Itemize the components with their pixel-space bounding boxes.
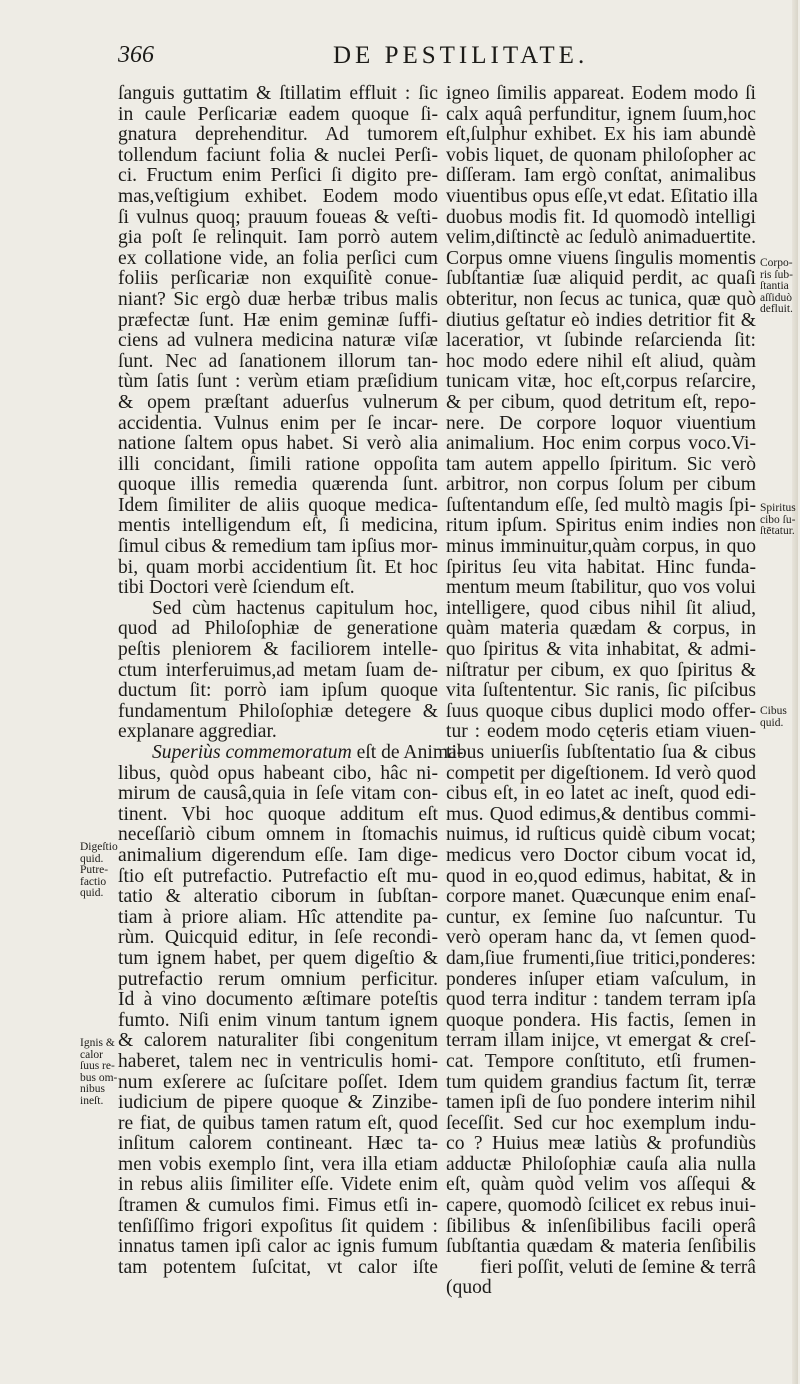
margin-note-line: Putre- bbox=[80, 864, 109, 876]
text-line: ſpiritus ſeu vita habitat. Hinc funda- bbox=[446, 556, 756, 578]
text-line: gnatura deprehenditur. Ad tumorem bbox=[118, 124, 438, 146]
margin-note-line: nibus bbox=[80, 1083, 105, 1095]
italic-phrase: Superiùs commemoratum bbox=[152, 742, 352, 763]
text-line: ſanguis guttatim & ſtillatim effluit : ſic bbox=[118, 83, 438, 104]
text-line: ſtramen & cumulos fimi. Fimus etſi in- bbox=[118, 1195, 438, 1217]
text-line: libus, quòd opus habeant cibo, hâc ni- bbox=[118, 762, 438, 784]
margin-note-line: ſtētatur. bbox=[760, 525, 795, 537]
margin-note-line: Spiritus bbox=[760, 502, 796, 514]
text-line: Idem ſimiliter de aliis quoque medica- bbox=[118, 494, 438, 516]
text-line: Superiùs commemoratum eſt de Anima- bbox=[152, 742, 464, 763]
text-line: corpore manet. Quæcunque enim enaſ- bbox=[446, 886, 756, 908]
margin-note-line: ſtantia bbox=[760, 280, 789, 292]
text-line: tinent. Vbi hoc quoque additum eſt bbox=[118, 803, 438, 825]
text-line: iudicium de pipere quoque & Zinzibe- bbox=[118, 1092, 438, 1114]
text-line: mas,veſtigium exhibet. Eodem modo bbox=[118, 185, 438, 207]
text-line: arbitror, non corpus ſolum per cibum bbox=[446, 474, 756, 496]
text-line: tùm ſatis ſunt : verùm etiam præſidium bbox=[118, 371, 438, 393]
margin-note-line: bus om- bbox=[80, 1071, 118, 1084]
text-line: ſimul cibus & remedium tam ipſius mor- bbox=[118, 536, 438, 558]
text-line: & calorem naturaliter ſibi congenitum bbox=[118, 1030, 438, 1052]
text-line: fumto. Niſi enim vinum tantum ignem bbox=[118, 1009, 438, 1031]
text-line: fundamentum Philoſophiæ detegere & bbox=[118, 700, 438, 722]
text-line: ſubſtantiæ ſuæ aliquid perdit, ac quaſi bbox=[446, 268, 756, 290]
text-line: tibi Doctori verè ſciendum eſt. bbox=[118, 577, 355, 599]
page-edge-shadow bbox=[792, 0, 798, 1384]
text-line: laceratior, vt ſubinde reſarcienda ſit: bbox=[446, 330, 756, 352]
text-line: ſibilibus & inſenſibilibus facili operâ bbox=[446, 1215, 756, 1237]
text-line: ſeceſſit. Sed cur hoc exemplum indu- bbox=[446, 1112, 756, 1134]
text-line: accidentia. Vulnus enim per ſe incar- bbox=[118, 412, 438, 434]
text-line: ciens ad vulnera medicina naturæ viſæ bbox=[118, 330, 438, 352]
text-line: animalium. Hoc enim corpus voco.Vi- bbox=[446, 433, 756, 455]
margin-note-ignis bbox=[80, 1038, 117, 1107]
text-line: vobis liquet, de quonam philoſopher ac bbox=[446, 144, 756, 166]
text-line: mirum de causâ,quia in ſeſe vitam con- bbox=[118, 783, 438, 805]
text-line: ſunt. Nec ad ſanationem illorum tan- bbox=[118, 350, 438, 372]
margin-note-line: aſſiduò bbox=[760, 291, 792, 304]
margin-note-corporis bbox=[760, 258, 793, 316]
text-line: tum ignem habet, per quem digeſtio & bbox=[118, 947, 438, 969]
text-line: verò operam hanc da, vt ſemen quod- bbox=[446, 927, 756, 949]
margin-note-line: Cibus bbox=[760, 705, 787, 717]
text-line: tum quidem grandius factum ſit, terræ bbox=[446, 1071, 756, 1093]
text-line: ſuus quoque cibus duplici modo offer- bbox=[446, 700, 756, 722]
text-line: tibus uniuerſis ſubſtentatio ſua & cibus bbox=[446, 742, 756, 763]
text-line: duobus modis fit. Id quomodò intelligi bbox=[446, 206, 756, 228]
margin-note-line: ſuus re- bbox=[80, 1060, 115, 1072]
right-text-column bbox=[446, 84, 756, 1299]
text-line: nere. De corpore loquor viuentium bbox=[446, 412, 756, 434]
text-line: ci. Fructum enim Perſici ſi digito pre- bbox=[118, 165, 438, 187]
text-line: eſt,ſulphur exhibet. Ex his iam abundè bbox=[446, 124, 756, 146]
text-line: (quod bbox=[446, 1277, 492, 1299]
running-title: DE PESTILITATE. bbox=[333, 42, 589, 69]
text-line: medicus vero Doctor cibum vocat id, bbox=[446, 844, 756, 866]
text-line: præfectæ ſunt. Hæ enim geminæ ſuffi- bbox=[118, 309, 438, 331]
text-line: bi, quam morbi accidentium ſit. Et hoc bbox=[118, 556, 438, 578]
text-line: neceſſariò cibum omnem in ſtomachis bbox=[118, 824, 438, 846]
text-line: & per cibum, quod detritum eſt, repo- bbox=[446, 391, 756, 413]
text-line: foliis perſicariæ non exquiſitè conue- bbox=[118, 268, 438, 290]
text-line: capere, quomodò ſcilicet ex rebus inui- bbox=[446, 1195, 756, 1217]
text-line: niſtratur per cibum, ex quo ſpiritus & bbox=[446, 659, 756, 681]
text-line: natione ſaltem opus habet. Si verò alia bbox=[118, 433, 438, 455]
text-line: men vobis exemplo ſint, vera illa etiam bbox=[118, 1153, 438, 1175]
text-line: cat. Tempore conſtituto, etſi frumen- bbox=[446, 1050, 756, 1072]
margin-note-line: quid. bbox=[80, 852, 104, 865]
text-line: obteritur, non ſecus ac tunica, quæ quò bbox=[446, 288, 756, 310]
margin-note-spiritus bbox=[760, 503, 796, 538]
margin-note-line: calor bbox=[80, 1048, 103, 1061]
text-line: ctum interferuimus,ad metam ſuam de- bbox=[118, 659, 438, 681]
text-line: tatio & alteratio ciborum in ſubſtan- bbox=[118, 886, 438, 908]
margin-note-line: Corpo- bbox=[760, 257, 793, 269]
text-line: vita ſuſtententur. Sic ranis, ſic piſcibus bbox=[446, 680, 756, 702]
text-line: niant? Sic ergò duæ herbæ tribus malis bbox=[118, 288, 438, 310]
text-line: peſtis pleniorem & faciliorem intelle- bbox=[118, 639, 438, 661]
text-line: quod terra inditur : tandem terram ipſa bbox=[446, 989, 756, 1011]
text-line: mentum meum ſtabilitur, quo vos volui bbox=[446, 577, 756, 599]
margin-note-digestio bbox=[80, 842, 118, 900]
text-line: nuimus, id ruſticus quidè cibum vocat; bbox=[446, 824, 756, 846]
text-line: diſſeram. Iam ergò conſtat, animalibus bbox=[446, 165, 756, 187]
text-line: in caule Perſicariæ eadem quoque ſi- bbox=[118, 103, 438, 125]
text-line: ſuſtentandum eſſe, ſed multò magis ſpi- bbox=[446, 494, 756, 516]
text-line: ſtio eſt putrefactio. Putrefactio eſt mu- bbox=[118, 865, 438, 887]
text-line: intelligere, quod cibus nihil ſit aliud, bbox=[446, 597, 756, 619]
text-line: co ? Huius meæ latiùs & profundiùs bbox=[446, 1133, 756, 1155]
margin-note-line: quid. bbox=[80, 887, 104, 899]
margin-note-line: defluit. bbox=[760, 303, 793, 315]
text-line: illi concidant, ſimili ratione oppoſita bbox=[118, 453, 438, 475]
text-line: quod in eo,quod edimus, habitat, & in bbox=[446, 865, 756, 887]
text-line: gia poſt ſe relinquit. Iam porrò autem bbox=[118, 227, 438, 249]
margin-note-line: cibo ſu- bbox=[760, 513, 796, 526]
text-line: quod ad Philoſophiæ de generatione bbox=[118, 618, 438, 640]
page-number: 366 bbox=[118, 42, 154, 68]
margin-note-line: ineſt. bbox=[80, 1094, 104, 1107]
text-line: quo ſpiritus & vita inhabitat, & admi- bbox=[446, 639, 756, 661]
text-line: re fiat, de quibus tamen ratum eſt, quod bbox=[118, 1112, 438, 1134]
text-line: eſt, quàm quòd velim vos aſſequi & bbox=[446, 1174, 756, 1196]
text-line: diutius geſtatur eò indies detritior fit & bbox=[446, 309, 756, 331]
margin-note-line: factio bbox=[80, 875, 107, 888]
text-line: quoque illis remedia quærenda ſunt. bbox=[118, 474, 438, 496]
text-line: ſubſtantia quædam & materia ſenſibilis bbox=[446, 1236, 756, 1258]
text-line: tenſiſſimo frigori expoſitus ſit quidem : bbox=[118, 1215, 438, 1237]
text-line: mus. Quod edimus,& dentibus commi- bbox=[446, 803, 756, 825]
margin-note-line: Digeſtio bbox=[80, 841, 118, 853]
text-line: viuentibus opus eſſe,vt edat. Eſitatio illa bbox=[446, 185, 758, 207]
text-line: cibus eſt, in eo latet ac ineſt, quod edi- bbox=[446, 783, 756, 805]
text-line: innatus tamen ipſi calor ac ignis fumum bbox=[118, 1236, 438, 1258]
text-line: hoc modo edere nihil eſt aliud, quàm bbox=[446, 350, 756, 372]
text-line: fieri poſſit, veluti de ſemine & terrâ bbox=[480, 1256, 756, 1278]
left-text-column bbox=[118, 83, 464, 1278]
text-line: rùm. Quicquid editur, in ſeſe recondi- bbox=[118, 927, 438, 949]
page-header bbox=[118, 42, 758, 76]
text-line: tur : eodem modo cęteris etiam viuen- bbox=[446, 721, 756, 743]
text-line: in rebus aliis ſimiliter eſſe. Videte enim bbox=[118, 1174, 438, 1196]
text-line: tiam à priore aliam. Hîc attendite pa- bbox=[118, 906, 438, 928]
text-line: adductæ Philoſophiæ cauſa alia nulla bbox=[446, 1153, 756, 1175]
text-line: haberet, talem nec in ventriculis homi- bbox=[118, 1050, 438, 1072]
text-line: ſi vulnus quoq; prauum foueas & veſti- bbox=[118, 206, 438, 228]
text-line: tunicam vitæ, hoc eſt,corpus reſarcire, bbox=[446, 371, 756, 393]
text-line: tamen ipſi de ſuo pondere interim nihil bbox=[446, 1092, 756, 1114]
text-line: ex collatione vide, an folia perſici cum bbox=[118, 247, 438, 269]
text-line: dam,ſiue frumenti,ſiue tritici,ponderes: bbox=[446, 947, 756, 969]
text-line: calx aquâ perfunditur, ignem ſuum,hoc bbox=[446, 103, 756, 125]
margin-note-line: Ignis & bbox=[80, 1037, 115, 1049]
margin-note-cibus bbox=[760, 706, 787, 729]
text-line: tam autem appello ſpiritum. Sic verò bbox=[446, 453, 756, 475]
text-line: cuntur, ex ſemine ſuo naſcuntur. Tu bbox=[446, 906, 756, 928]
text-line: putrefactio rerum omnium perficitur. bbox=[118, 968, 438, 990]
text-line: Id à vino documento æſtimare poteſtis bbox=[118, 989, 438, 1011]
text-line: velim,diſtinctè ac ſedulò animaduertite. bbox=[446, 227, 756, 249]
text-line: animalium digerendum eſſe. Iam dige- bbox=[118, 844, 438, 866]
text-line: num exſerere ac ſuſcitare poſſet. Idem bbox=[118, 1071, 438, 1093]
text-line: tollendum faciunt folia & nuclei Perſi- bbox=[118, 144, 438, 166]
text-line: ritum ipſum. Spiritus enim indies non bbox=[446, 515, 756, 537]
margin-note-line: ris ſub- bbox=[760, 268, 793, 281]
text-line: & opem præſtant aduerſus vulnerum bbox=[118, 391, 438, 413]
text-line: terram illam inijce, vt emergat & creſ- bbox=[446, 1030, 756, 1052]
text-line: minus imminuitur,quàm corpus, in quo bbox=[446, 536, 756, 558]
text-line: Sed cùm hactenus capitulum hoc, bbox=[152, 597, 438, 619]
text-line: quàm materia quædam & corpus, in bbox=[446, 618, 756, 640]
text-line: ponderes inſuper etiam vaſculum, in bbox=[446, 968, 756, 990]
text-line: inſitum calorem contineant. Hæc ta- bbox=[118, 1133, 438, 1155]
text-line: competit per digeſtionem. Id verò quod bbox=[446, 762, 756, 784]
text-line: tam potentem ſuſcitat, vt calor iſte bbox=[118, 1256, 438, 1278]
text-line: igneo ſimilis appareat. Eodem modo ſi bbox=[446, 83, 756, 104]
text-line: mentis intelligendum eſt, ſi medicina, bbox=[118, 515, 438, 537]
text-line: quoque pondera. His factis, ſemen in bbox=[446, 1009, 756, 1031]
text-line: ductum ſit: porrò iam ipſum quoque bbox=[118, 680, 438, 702]
text-line: Corpus omne viuens ſingulis momentis bbox=[446, 247, 756, 269]
margin-note-line: quid. bbox=[760, 716, 784, 729]
text-line: explanare aggrediar. bbox=[118, 721, 277, 743]
